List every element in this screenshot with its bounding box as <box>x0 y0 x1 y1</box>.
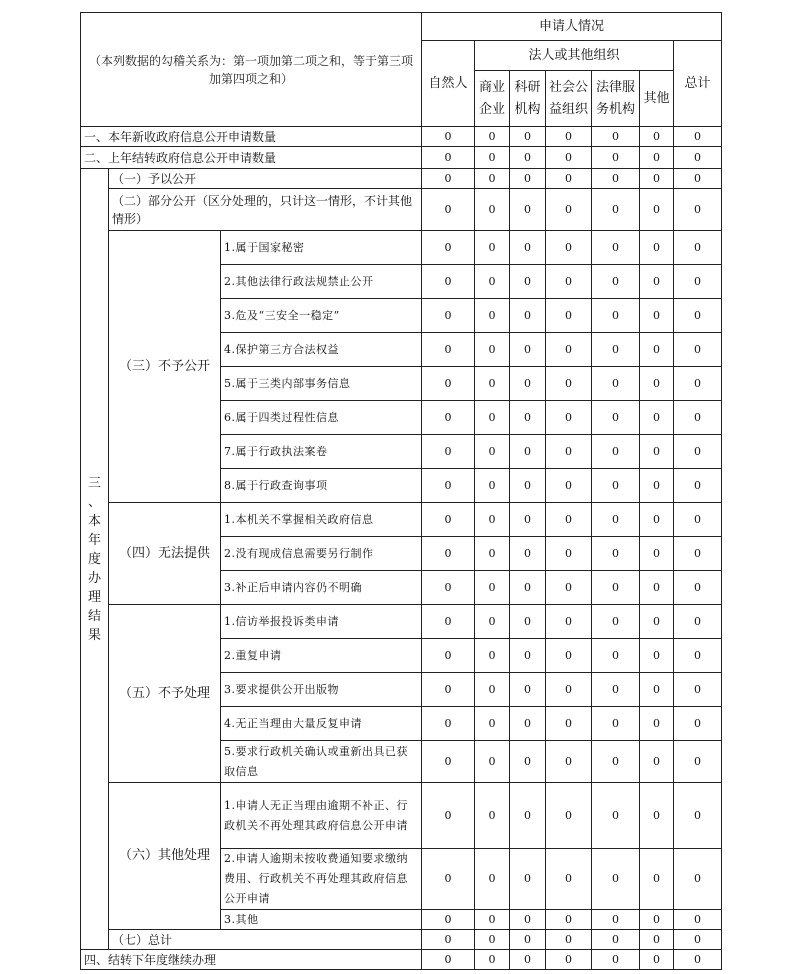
value-cell: 0 <box>422 147 475 169</box>
value-cell: 0 <box>475 639 510 673</box>
value-cell: 0 <box>510 127 546 147</box>
value-cell: 0 <box>475 435 510 469</box>
table-row <box>81 950 722 970</box>
item-label: 4.无正当理由大量反复申请 <box>221 707 422 741</box>
value-cell: 0 <box>674 333 722 367</box>
value-cell: 0 <box>674 231 722 265</box>
row-label: （二）部分公开（区分处理的，只计这一情形，不计其他情形） <box>109 189 422 231</box>
value-cell: 0 <box>475 189 510 231</box>
item-label: 5.属于三类内部事务信息 <box>221 367 422 401</box>
table-row <box>81 783 722 849</box>
value-cell: 0 <box>546 605 592 639</box>
value-cell: 0 <box>674 605 722 639</box>
value-cell: 0 <box>422 401 475 435</box>
value-cell: 0 <box>475 169 510 189</box>
value-cell: 0 <box>422 169 475 189</box>
value-cell: 0 <box>674 147 722 169</box>
value-cell: 0 <box>510 503 546 537</box>
value-cell: 0 <box>475 333 510 367</box>
value-cell: 0 <box>510 950 546 970</box>
value-cell: 0 <box>546 849 592 910</box>
value-cell: 0 <box>592 265 640 299</box>
value-cell: 0 <box>592 503 640 537</box>
value-cell: 0 <box>592 537 640 571</box>
value-cell: 0 <box>546 169 592 189</box>
value-cell: 0 <box>592 849 640 910</box>
value-cell: 0 <box>510 537 546 571</box>
header-subcolumn: 法律服务机构 <box>592 71 640 127</box>
value-cell: 0 <box>475 783 510 849</box>
group-label: （三）不予公开 <box>109 231 221 503</box>
value-cell: 0 <box>546 910 592 930</box>
value-cell: 0 <box>422 299 475 333</box>
value-cell: 0 <box>640 147 674 169</box>
value-cell: 0 <box>510 673 546 707</box>
value-cell: 0 <box>422 707 475 741</box>
table-row <box>81 605 722 639</box>
section-3-label <box>81 169 109 950</box>
value-cell: 0 <box>475 401 510 435</box>
section-3-char: 三 <box>87 475 101 491</box>
value-cell: 0 <box>422 333 475 367</box>
value-cell: 0 <box>510 367 546 401</box>
header-subcolumn: 社会公益组织 <box>546 71 592 127</box>
value-cell: 0 <box>475 673 510 707</box>
header-applicant-info: 申请人情况 <box>422 13 722 41</box>
value-cell: 0 <box>640 673 674 707</box>
value-cell: 0 <box>546 147 592 169</box>
value-cell: 0 <box>592 127 640 147</box>
row-label: 一、本年新收政府信息公开申请数量 <box>81 127 422 147</box>
value-cell: 0 <box>546 741 592 783</box>
value-cell: 0 <box>510 189 546 231</box>
value-cell: 0 <box>640 189 674 231</box>
value-cell: 0 <box>640 571 674 605</box>
item-label: 8.属于行政查询事项 <box>221 469 422 503</box>
value-cell: 0 <box>546 127 592 147</box>
value-cell: 0 <box>546 503 592 537</box>
row-label: （七）总计 <box>109 930 422 950</box>
header-natural-person: 自然人 <box>422 41 475 127</box>
value-cell: 0 <box>674 571 722 605</box>
value-cell: 0 <box>546 469 592 503</box>
value-cell: 0 <box>546 571 592 605</box>
table-row <box>81 503 722 537</box>
item-label: 1.信访举报投诉类申请 <box>221 605 422 639</box>
value-cell: 0 <box>674 950 722 970</box>
value-cell: 0 <box>510 299 546 333</box>
section-3-char: 结 <box>87 608 101 624</box>
value-cell: 0 <box>640 639 674 673</box>
item-label: 1.本机关不掌握相关政府信息 <box>221 503 422 537</box>
value-cell: 0 <box>592 401 640 435</box>
value-cell: 0 <box>422 605 475 639</box>
value-cell: 0 <box>546 299 592 333</box>
value-cell: 0 <box>674 673 722 707</box>
value-cell: 0 <box>640 299 674 333</box>
header-note-text: （本列数据的勾稽关系为：第一项加第二项之和，等于第三项加第四项之和） <box>89 53 414 86</box>
value-cell: 0 <box>422 189 475 231</box>
section-3-char: 、 <box>87 494 101 510</box>
value-cell: 0 <box>422 910 475 930</box>
item-label: 3.要求提供公开出版物 <box>221 673 422 707</box>
value-cell: 0 <box>640 783 674 849</box>
value-cell: 0 <box>422 930 475 950</box>
header-subcolumn: 商业企业 <box>475 71 510 127</box>
header-subcolumn: 其他 <box>640 71 674 127</box>
value-cell: 0 <box>592 910 640 930</box>
value-cell: 0 <box>475 910 510 930</box>
item-label: 1.属于国家秘密 <box>221 231 422 265</box>
value-cell: 0 <box>510 910 546 930</box>
item-label: 3.补正后申请内容仍不明确 <box>221 571 422 605</box>
value-cell: 0 <box>674 265 722 299</box>
item-label: 3.其他 <box>221 910 422 930</box>
value-cell: 0 <box>640 333 674 367</box>
value-cell: 0 <box>592 333 640 367</box>
value-cell: 0 <box>546 231 592 265</box>
group-label: （四）无法提供 <box>109 503 221 605</box>
value-cell: 0 <box>674 707 722 741</box>
value-cell: 0 <box>546 639 592 673</box>
value-cell: 0 <box>546 401 592 435</box>
value-cell: 0 <box>592 367 640 401</box>
value-cell: 0 <box>640 849 674 910</box>
value-cell: 0 <box>674 127 722 147</box>
value-cell: 0 <box>510 231 546 265</box>
value-cell: 0 <box>592 741 640 783</box>
value-cell: 0 <box>546 189 592 231</box>
header-total: 总计 <box>674 41 722 127</box>
value-cell: 0 <box>475 849 510 910</box>
item-label: 7.属于行政执法案卷 <box>221 435 422 469</box>
value-cell: 0 <box>640 910 674 930</box>
value-cell: 0 <box>674 401 722 435</box>
value-cell: 0 <box>422 741 475 783</box>
value-cell: 0 <box>510 435 546 469</box>
value-cell: 0 <box>546 707 592 741</box>
value-cell: 0 <box>422 469 475 503</box>
value-cell: 0 <box>422 265 475 299</box>
value-cell: 0 <box>592 469 640 503</box>
value-cell: 0 <box>640 741 674 783</box>
value-cell: 0 <box>422 571 475 605</box>
value-cell: 0 <box>475 127 510 147</box>
table-row <box>81 127 722 147</box>
value-cell: 0 <box>475 299 510 333</box>
value-cell: 0 <box>640 537 674 571</box>
value-cell: 0 <box>592 299 640 333</box>
value-cell: 0 <box>510 930 546 950</box>
value-cell: 0 <box>640 605 674 639</box>
value-cell: 0 <box>674 639 722 673</box>
value-cell: 0 <box>546 435 592 469</box>
value-cell: 0 <box>640 930 674 950</box>
value-cell: 0 <box>592 673 640 707</box>
value-cell: 0 <box>640 469 674 503</box>
value-cell: 0 <box>510 605 546 639</box>
value-cell: 0 <box>546 367 592 401</box>
section-3-char: 果 <box>87 627 101 643</box>
value-cell: 0 <box>510 741 546 783</box>
value-cell: 0 <box>475 367 510 401</box>
value-cell: 0 <box>475 265 510 299</box>
value-cell: 0 <box>640 401 674 435</box>
value-cell: 0 <box>640 707 674 741</box>
item-label: 2.没有现成信息需要另行制作 <box>221 537 422 571</box>
row-label: 二、上年结转政府信息公开申请数量 <box>81 147 422 169</box>
value-cell: 0 <box>475 469 510 503</box>
value-cell: 0 <box>592 169 640 189</box>
value-cell: 0 <box>422 435 475 469</box>
section-3-char: 本 <box>87 513 101 529</box>
value-cell: 0 <box>592 189 640 231</box>
item-label: 5.要求行政机关确认或重新出具已获取信息 <box>221 741 422 783</box>
value-cell: 0 <box>475 571 510 605</box>
value-cell: 0 <box>546 265 592 299</box>
value-cell: 0 <box>674 783 722 849</box>
item-label: 1.申请人无正当理由逾期不补正、行政机关不再处理其政府信息公开申请 <box>221 783 422 849</box>
section-3-char: 度 <box>87 551 101 567</box>
value-cell: 0 <box>674 469 722 503</box>
value-cell: 0 <box>422 783 475 849</box>
item-label: 3.危及“三安全一稳定” <box>221 299 422 333</box>
value-cell: 0 <box>422 673 475 707</box>
table-row <box>81 231 722 265</box>
row-label: 四、结转下年度继续办理 <box>81 950 422 970</box>
value-cell: 0 <box>674 367 722 401</box>
value-cell: 0 <box>510 147 546 169</box>
value-cell: 0 <box>592 639 640 673</box>
value-cell: 0 <box>475 707 510 741</box>
table-row <box>81 169 722 189</box>
value-cell: 0 <box>422 849 475 910</box>
value-cell: 0 <box>674 169 722 189</box>
value-cell: 0 <box>592 707 640 741</box>
value-cell: 0 <box>640 265 674 299</box>
value-cell: 0 <box>592 950 640 970</box>
table-row <box>81 189 722 231</box>
section-3-char: 年 <box>87 532 101 548</box>
value-cell: 0 <box>475 537 510 571</box>
value-cell: 0 <box>674 299 722 333</box>
item-label: 2.其他法律行政法规禁止公开 <box>221 265 422 299</box>
value-cell: 0 <box>475 503 510 537</box>
value-cell: 0 <box>546 333 592 367</box>
value-cell: 0 <box>510 401 546 435</box>
header-note <box>81 13 422 127</box>
item-label: 2.申请人逾期未按收费通知要求缴纳费用、行政机关不再处理其政府信息公开申请 <box>221 849 422 910</box>
value-cell: 0 <box>475 231 510 265</box>
disclosure-statistics-table <box>80 12 722 970</box>
value-cell: 0 <box>546 537 592 571</box>
value-cell: 0 <box>592 435 640 469</box>
value-cell: 0 <box>422 367 475 401</box>
header-subcolumn: 科研机构 <box>510 71 546 127</box>
value-cell: 0 <box>592 571 640 605</box>
header-legal-group: 法人或其他组织 <box>475 41 674 71</box>
value-cell: 0 <box>674 435 722 469</box>
group-label: （五）不予处理 <box>109 605 221 783</box>
value-cell: 0 <box>674 503 722 537</box>
value-cell: 0 <box>546 783 592 849</box>
value-cell: 0 <box>592 231 640 265</box>
value-cell: 0 <box>640 950 674 970</box>
section-3-char: 理 <box>87 589 101 605</box>
item-label: 4.保护第三方合法权益 <box>221 333 422 367</box>
value-cell: 0 <box>640 231 674 265</box>
value-cell: 0 <box>510 169 546 189</box>
value-cell: 0 <box>674 537 722 571</box>
value-cell: 0 <box>510 783 546 849</box>
value-cell: 0 <box>674 741 722 783</box>
value-cell: 0 <box>422 127 475 147</box>
value-cell: 0 <box>422 537 475 571</box>
value-cell: 0 <box>475 930 510 950</box>
value-cell: 0 <box>422 639 475 673</box>
value-cell: 0 <box>510 265 546 299</box>
value-cell: 0 <box>640 435 674 469</box>
value-cell: 0 <box>510 639 546 673</box>
value-cell: 0 <box>475 741 510 783</box>
row-label: （一）予以公开 <box>109 169 422 189</box>
item-label: 2.重复申请 <box>221 639 422 673</box>
value-cell: 0 <box>592 605 640 639</box>
value-cell: 0 <box>674 930 722 950</box>
value-cell: 0 <box>422 503 475 537</box>
value-cell: 0 <box>546 673 592 707</box>
value-cell: 0 <box>475 605 510 639</box>
value-cell: 0 <box>510 849 546 910</box>
value-cell: 0 <box>422 231 475 265</box>
table-row <box>81 930 722 950</box>
value-cell: 0 <box>640 127 674 147</box>
value-cell: 0 <box>640 367 674 401</box>
value-cell: 0 <box>592 783 640 849</box>
value-cell: 0 <box>674 849 722 910</box>
value-cell: 0 <box>674 189 722 231</box>
value-cell: 0 <box>674 910 722 930</box>
value-cell: 0 <box>510 571 546 605</box>
value-cell: 0 <box>510 469 546 503</box>
value-cell: 0 <box>640 503 674 537</box>
section-3-char: 办 <box>87 570 101 586</box>
value-cell: 0 <box>422 950 475 970</box>
value-cell: 0 <box>592 147 640 169</box>
value-cell: 0 <box>475 950 510 970</box>
value-cell: 0 <box>546 930 592 950</box>
value-cell: 0 <box>475 147 510 169</box>
table-row <box>81 147 722 169</box>
item-label: 6.属于四类过程性信息 <box>221 401 422 435</box>
value-cell: 0 <box>592 930 640 950</box>
value-cell: 0 <box>546 950 592 970</box>
value-cell: 0 <box>640 169 674 189</box>
group-label: （六）其他处理 <box>109 783 221 930</box>
value-cell: 0 <box>510 333 546 367</box>
value-cell: 0 <box>510 707 546 741</box>
